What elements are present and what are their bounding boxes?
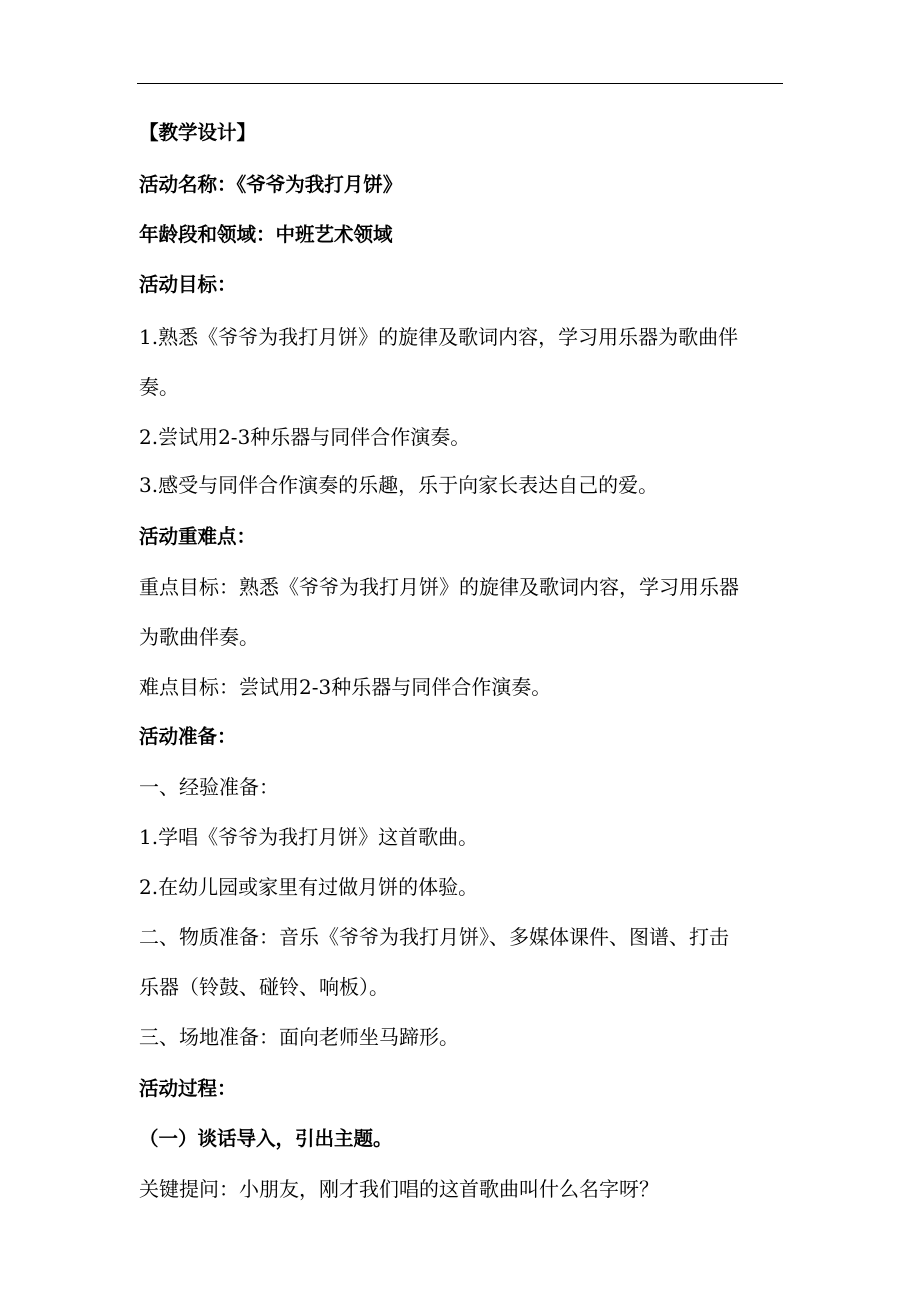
difficult-goal: 难点目标：尝试用2-3种乐器与同伴合作演奏。 xyxy=(139,675,552,699)
key-points-heading: 活动重难点： xyxy=(139,525,257,548)
process-heading: 活动过程： xyxy=(139,1077,237,1100)
header-rule xyxy=(137,83,783,84)
goal-1-line-2: 奏。 xyxy=(139,375,179,399)
age-and-domain: 年龄段和领域：中班艺术领域 xyxy=(139,223,393,246)
goal-2: 2.尝试用2-3种乐器与同伴合作演奏。 xyxy=(139,425,471,449)
experience-preparation: 一、经验准备： xyxy=(139,775,279,799)
goal-1-line-1: 1.熟悉《爷爷为我打月饼》的旋律及歌词内容，学习用乐器为歌曲伴 xyxy=(139,325,739,349)
goals-heading: 活动目标： xyxy=(139,273,237,296)
key-question: 关键提问：小朋友，刚才我们唱的这首歌曲叫什么名字呀？ xyxy=(139,1177,659,1201)
process-step-1-heading: （一）谈话导入，引出主题。 xyxy=(139,1127,393,1150)
experience-item-1: 1.学唱《爷爷为我打月饼》这首歌曲。 xyxy=(139,825,479,849)
goal-3: 3.感受与同伴合作演奏的乐趣，乐于向家长表达自己的爱。 xyxy=(139,473,659,497)
activity-name: 活动名称：《爷爷为我打月饼》 xyxy=(139,173,403,196)
preparation-heading: 活动准备： xyxy=(139,725,237,748)
venue-preparation: 三、场地准备：面向老师坐马蹄形。 xyxy=(139,1025,459,1049)
key-goal-line-1: 重点目标：熟悉《爷爷为我打月饼》的旋律及歌词内容，学习用乐器 xyxy=(139,575,739,599)
material-preparation-line-1: 二、物质准备：音乐《爷爷为我打月饼》、多媒体课件、图谱、打击 xyxy=(139,925,729,949)
section-heading-teaching-design: 【教学设计】 xyxy=(139,121,257,144)
experience-item-2: 2.在幼儿园或家里有过做月饼的体验。 xyxy=(139,875,479,899)
key-goal-line-2: 为歌曲伴奏。 xyxy=(139,625,259,649)
material-preparation-line-2: 乐器（铃鼓、碰铃、响板）。 xyxy=(139,975,389,999)
